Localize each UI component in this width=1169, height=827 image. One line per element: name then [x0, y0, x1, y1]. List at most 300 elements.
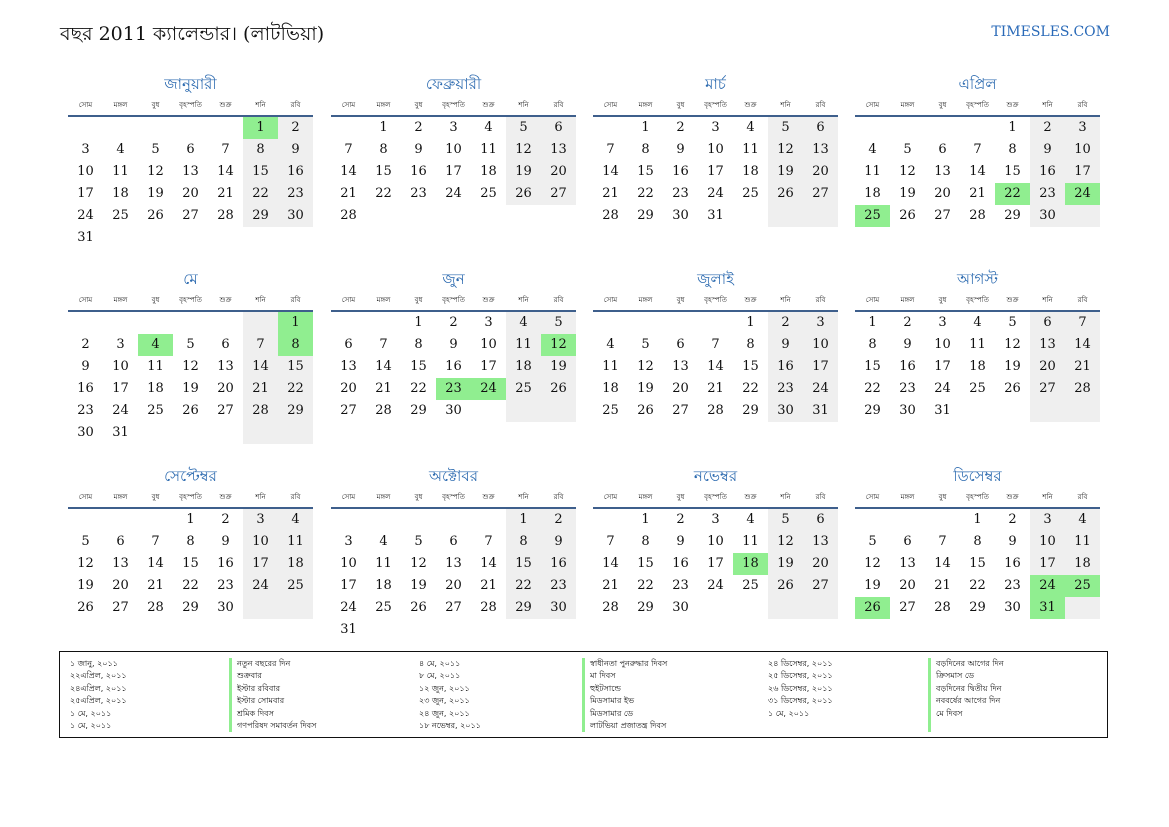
day-cell: 10 [77, 164, 94, 179]
empty-cell [890, 117, 925, 139]
day-cell: 8 [379, 142, 388, 157]
day-cell: 3 [1065, 117, 1100, 139]
day-cell: 27 [934, 208, 951, 223]
day-cell: 19 [899, 186, 916, 201]
day-cell: 4 [116, 142, 125, 157]
holiday-date: ৩১ ডিসেম্বর, ২০১১ [768, 696, 833, 706]
empty-cell [541, 400, 576, 422]
day-cell: 6 [449, 534, 458, 549]
day-cell: 7 [221, 142, 230, 157]
weekday-label: বুধ [938, 101, 947, 109]
empty-cell [506, 205, 541, 227]
day-cell: 1 [641, 120, 650, 135]
day-cell: 24 [803, 378, 838, 400]
week-row [68, 356, 313, 378]
day-cell: 1 [243, 117, 278, 139]
empty-cell [173, 312, 208, 334]
day-cell: 28 [147, 600, 164, 615]
day-cell: 26 [506, 183, 541, 205]
month-block [593, 73, 838, 227]
day-cell: 17 [112, 381, 129, 396]
weekday-label: শনি [780, 101, 791, 109]
weekday-label: শুক্র [219, 296, 232, 304]
day-cell: 19 [182, 381, 199, 396]
day-cell: 23 [77, 403, 94, 418]
holiday-name: বড়দিনের দ্বিতীয় দিন [936, 683, 1002, 693]
empty-cell [401, 205, 436, 227]
day-cell: 6 [676, 337, 685, 352]
empty-cell [436, 509, 471, 531]
day-cell: 12 [147, 164, 164, 179]
day-cell: 18 [112, 186, 129, 201]
day-cell: 31 [1030, 597, 1065, 619]
day-cell: 22 [995, 183, 1030, 205]
day-cell: 29 [182, 600, 199, 615]
day-cell: 25 [375, 600, 392, 615]
day-cell: 27 [899, 600, 916, 615]
day-cell: 20 [112, 578, 129, 593]
day-cell: 20 [1030, 356, 1065, 378]
week-row [593, 183, 838, 205]
weekday-label: শনি [255, 101, 266, 109]
holiday-date: ১২ জুন, ২০১১ [419, 683, 470, 693]
day-cell: 10 [1065, 139, 1100, 161]
week-row [68, 378, 313, 400]
weekday-label: রবি [290, 101, 301, 109]
day-cell: 28 [340, 208, 357, 223]
day-cell: 3 [938, 315, 947, 330]
day-cell: 20 [803, 161, 838, 183]
day-cell: 5 [186, 337, 195, 352]
empty-cell [1065, 597, 1100, 619]
day-cell: 28 [969, 208, 986, 223]
day-cell: 7 [938, 534, 947, 549]
holiday-name: লাটভিয়া প্রজাতন্ত্র দিবস [590, 720, 667, 730]
month-name: জুন [442, 270, 465, 288]
day-cell: 2 [221, 512, 230, 527]
holiday-name: মিডসামার ডে [590, 708, 634, 718]
day-cell: 4 [278, 509, 313, 531]
empty-cell [366, 619, 401, 641]
weekday-header [855, 290, 1100, 306]
weekday-header [331, 95, 576, 111]
day-cell: 16 [278, 161, 313, 183]
empty-cell [331, 509, 366, 531]
week-row [331, 312, 576, 334]
weekday-label: সোম [603, 493, 618, 501]
day-cell: 10 [112, 359, 129, 374]
day-cell: 29 [969, 600, 986, 615]
day-cell: 17 [707, 556, 724, 571]
day-cell: 24 [934, 381, 951, 396]
weekday-label: বৃহস্পতি [966, 296, 989, 304]
day-cell: 22 [243, 183, 278, 205]
week-row [331, 356, 576, 378]
day-cell: 28 [707, 403, 724, 418]
week-row [855, 183, 1100, 205]
weekday-label: বৃহস্পতি [966, 101, 989, 109]
day-cell: 11 [742, 534, 759, 549]
empty-cell [698, 312, 733, 334]
empty-cell [243, 597, 278, 619]
week-row [331, 161, 576, 183]
day-cell: 31 [340, 622, 357, 637]
day-cell: 1 [186, 512, 195, 527]
day-cell: 22 [182, 578, 199, 593]
month-block [593, 268, 838, 422]
empty-cell [1030, 400, 1065, 422]
day-cell: 30 [541, 597, 576, 619]
day-cell: 27 [1030, 378, 1065, 400]
month-block [68, 73, 313, 249]
page-title: বছর 2011 ক্যালেন্ডার। (লাটভিয়া) [60, 23, 325, 45]
day-cell: 10 [480, 337, 497, 352]
day-cell: 8 [278, 334, 313, 356]
weekday-label: রবি [815, 296, 826, 304]
day-cell: 1 [973, 512, 982, 527]
month-block [855, 465, 1100, 619]
day-cell: 20 [899, 578, 916, 593]
empty-cell [173, 422, 208, 444]
day-cell: 25 [602, 403, 619, 418]
day-cell: 18 [375, 578, 392, 593]
day-cell: 25 [1065, 575, 1100, 597]
empty-cell [733, 597, 768, 619]
weekday-label: শনি [780, 493, 791, 501]
day-cell: 13 [217, 359, 234, 374]
day-cell: 28 [934, 600, 951, 615]
weekday-label: বুধ [938, 296, 947, 304]
day-cell: 27 [340, 403, 357, 418]
day-cell: 14 [602, 164, 619, 179]
empty-cell [960, 400, 995, 422]
day-cell: 11 [506, 334, 541, 356]
day-cell: 5 [151, 142, 160, 157]
day-cell: 22 [742, 381, 759, 396]
day-cell: 18 [864, 186, 881, 201]
holiday-marker [928, 658, 931, 732]
holiday-names-col-2 [590, 658, 667, 732]
day-cell: 25 [855, 205, 890, 227]
empty-cell [366, 205, 401, 227]
day-cell: 30 [672, 600, 689, 615]
day-cell: 10 [243, 531, 278, 553]
day-cell: 3 [344, 534, 353, 549]
day-cell: 3 [116, 337, 125, 352]
holiday-name: হুইটসান্ডে [590, 683, 621, 693]
weekday-label: শুক্র [482, 101, 495, 109]
day-cell: 29 [864, 403, 881, 418]
day-cell: 1 [379, 120, 388, 135]
weekday-label: বুধ [414, 493, 423, 501]
weekday-label: সোম [341, 296, 356, 304]
week-row [593, 205, 838, 227]
day-cell: 2 [676, 512, 685, 527]
day-cell: 26 [77, 600, 94, 615]
weekday-label: রবি [1077, 101, 1088, 109]
weekday-label: বৃহস্পতি [179, 296, 202, 304]
month-block [593, 465, 838, 619]
holiday-date: ২৫এপ্রিল, ২০১১ [70, 696, 127, 706]
weekday-label: সোম [865, 493, 880, 501]
week-row [593, 378, 838, 400]
day-cell: 5 [1008, 315, 1017, 330]
day-cell: 20 [934, 186, 951, 201]
site-link[interactable]: TIMESLES.COM [991, 24, 1110, 40]
day-cell: 1 [746, 315, 755, 330]
day-cell: 2 [768, 312, 803, 334]
holiday-date: ১৮ নভেম্বর, ২০১১ [419, 720, 481, 730]
weekday-label: মঙ্গল [113, 493, 128, 501]
day-cell: 11 [480, 142, 497, 157]
month-name: ডিসেম্বর [953, 467, 1002, 485]
day-cell: 17 [445, 164, 462, 179]
day-cell: 6 [116, 534, 125, 549]
week-row [331, 509, 576, 531]
day-cell: 3 [81, 142, 90, 157]
day-cell: 30 [1004, 600, 1021, 615]
week-row [855, 553, 1100, 575]
day-cell: 4 [379, 534, 388, 549]
day-cell: 13 [672, 359, 689, 374]
day-cell: 2 [676, 120, 685, 135]
weekday-label: শুক্র [1006, 493, 1019, 501]
day-cell: 19 [768, 161, 803, 183]
day-cell: 29 [506, 597, 541, 619]
empty-cell [471, 619, 506, 641]
weekday-header [331, 487, 576, 503]
day-cell: 19 [1004, 359, 1021, 374]
day-cell: 11 [112, 164, 129, 179]
day-cell: 26 [410, 600, 427, 615]
week-row [593, 553, 838, 575]
holiday-marker [229, 658, 232, 732]
day-cell: 16 [899, 359, 916, 374]
day-cell: 19 [147, 186, 164, 201]
empty-cell [331, 117, 366, 139]
day-cell: 2 [1030, 117, 1065, 139]
holiday-date: ২৪ জুন, ২০১১ [419, 708, 470, 718]
day-cell: 6 [903, 534, 912, 549]
day-cell: 23 [278, 183, 313, 205]
day-cell: 5 [414, 534, 423, 549]
day-cell: 21 [217, 186, 234, 201]
day-cell: 29 [1004, 208, 1021, 223]
day-cell: 13 [541, 139, 576, 161]
day-cell: 23 [217, 578, 234, 593]
day-cell: 11 [602, 359, 619, 374]
week-row [855, 205, 1100, 227]
empty-cell [593, 509, 628, 531]
day-cell: 31 [934, 403, 951, 418]
day-cell: 9 [81, 359, 90, 374]
day-cell: 15 [243, 161, 278, 183]
holiday-name: মা দিবস [590, 671, 616, 681]
day-cell: 16 [672, 164, 689, 179]
holiday-date: ১ জানু, ২০১১ [70, 659, 118, 668]
empty-cell [960, 117, 995, 139]
empty-cell [278, 227, 313, 249]
day-cell: 16 [77, 381, 94, 396]
day-cell: 23 [1030, 183, 1065, 205]
weekday-label: শুক্র [1006, 296, 1019, 304]
day-cell: 12 [506, 139, 541, 161]
day-cell: 21 [602, 186, 619, 201]
day-cell: 7 [711, 337, 720, 352]
day-cell: 27 [182, 208, 199, 223]
day-cell: 27 [217, 403, 234, 418]
empty-cell [1065, 205, 1100, 227]
day-cell: 15 [1004, 164, 1021, 179]
month-name: ফেব্রুয়ারী [425, 75, 482, 93]
week-row [593, 117, 838, 139]
week-row [331, 378, 576, 400]
day-cell: 26 [1004, 381, 1021, 396]
empty-cell [138, 422, 173, 444]
day-cell: 7 [606, 142, 615, 157]
day-cell: 13 [803, 139, 838, 161]
day-cell: 10 [934, 337, 951, 352]
day-cell: 30 [77, 425, 94, 440]
day-cell: 23 [672, 186, 689, 201]
holiday-name: শুক্রবার [237, 671, 262, 681]
day-cell: 21 [602, 578, 619, 593]
day-cell: 16 [541, 553, 576, 575]
day-cell: 19 [864, 578, 881, 593]
week-row [855, 531, 1100, 553]
weekday-label: শুক্র [1006, 101, 1019, 109]
day-cell: 28 [602, 600, 619, 615]
day-cell: 13 [1030, 334, 1065, 356]
week-row [68, 597, 313, 619]
holiday-name: ইস্টার রবিবার [237, 683, 281, 693]
day-cell: 9 [221, 534, 230, 549]
weekday-label: শনি [1042, 296, 1053, 304]
day-cell: 3 [484, 315, 493, 330]
day-cell: 17 [1030, 553, 1065, 575]
weekday-header [593, 487, 838, 503]
day-cell: 10 [803, 334, 838, 356]
day-cell: 25 [742, 578, 759, 593]
day-cell: 8 [746, 337, 755, 352]
day-cell: 28 [602, 208, 619, 223]
month-name: মার্চ [705, 75, 726, 93]
empty-cell [103, 509, 138, 531]
day-cell: 12 [1004, 337, 1021, 352]
day-cell: 24 [243, 575, 278, 597]
weekday-label: শুক্র [744, 493, 757, 501]
empty-cell [208, 227, 243, 249]
holiday-name: মিডসামার ইভ [590, 696, 635, 706]
empty-cell [401, 619, 436, 641]
day-cell: 27 [803, 575, 838, 597]
week-row [855, 400, 1100, 422]
day-cell: 14 [969, 164, 986, 179]
empty-cell [68, 312, 103, 334]
holiday-date: ২৬ ডিসেম্বর, ২০১১ [768, 683, 833, 693]
week-row [855, 117, 1100, 139]
day-cell: 3 [803, 312, 838, 334]
empty-cell [663, 312, 698, 334]
day-cell: 4 [138, 334, 173, 356]
holiday-date: ২৫ ডিসেম্বর, ২০১১ [768, 671, 833, 681]
day-cell: 3 [449, 120, 458, 135]
day-cell: 29 [243, 205, 278, 227]
week-row [855, 139, 1100, 161]
day-cell: 21 [243, 378, 278, 400]
day-cell: 16 [1004, 556, 1021, 571]
day-cell: 16 [768, 356, 803, 378]
day-cell: 30 [899, 403, 916, 418]
empty-cell [698, 597, 733, 619]
holiday-name: স্বাধীনতা পুনরুদ্ধার দিবস [590, 659, 668, 668]
weekday-label: সোম [603, 101, 618, 109]
holiday-list [59, 651, 1108, 738]
day-cell: 10 [445, 142, 462, 157]
empty-cell [471, 205, 506, 227]
day-cell: 5 [506, 117, 541, 139]
week-row [331, 205, 576, 227]
empty-cell [103, 312, 138, 334]
day-cell: 4 [973, 315, 982, 330]
empty-cell [243, 227, 278, 249]
day-cell: 25 [506, 378, 541, 400]
day-cell: 21 [340, 186, 357, 201]
holiday-names-col-1 [237, 658, 316, 732]
day-cell: 30 [217, 600, 234, 615]
day-cell: 3 [711, 512, 720, 527]
day-cell: 7 [151, 534, 160, 549]
empty-cell [68, 509, 103, 531]
day-cell: 9 [676, 142, 685, 157]
empty-cell [138, 312, 173, 334]
day-cell: 27 [112, 600, 129, 615]
week-row [68, 205, 313, 227]
month-block [855, 73, 1100, 227]
day-cell: 10 [707, 142, 724, 157]
day-cell: 10 [340, 556, 357, 571]
week-row [331, 183, 576, 205]
day-cell: 23 [768, 378, 803, 400]
holiday-date: ১ মে, ২০১১ [70, 720, 112, 730]
day-cell: 9 [1030, 139, 1065, 161]
day-cell: 14 [147, 556, 164, 571]
day-cell: 15 [864, 359, 881, 374]
weekday-label: শুক্র [219, 101, 232, 109]
day-cell: 7 [973, 142, 982, 157]
empty-cell [925, 509, 960, 531]
day-cell: 21 [375, 381, 392, 396]
day-cell: 6 [221, 337, 230, 352]
day-cell: 8 [641, 534, 650, 549]
holiday-date: ৮ মে, ২০১১ [419, 671, 461, 681]
day-cell: 23 [899, 381, 916, 396]
weekday-label: বুধ [676, 296, 685, 304]
day-cell: 2 [278, 117, 313, 139]
week-row [68, 575, 313, 597]
weekday-label: বুধ [676, 493, 685, 501]
month-name: এপ্রিল [958, 75, 997, 93]
empty-cell [208, 117, 243, 139]
empty-cell [768, 597, 803, 619]
empty-cell [68, 117, 103, 139]
day-cell: 15 [506, 553, 541, 575]
day-cell: 30 [672, 208, 689, 223]
day-cell: 19 [541, 356, 576, 378]
day-cell: 22 [375, 186, 392, 201]
week-row [68, 312, 313, 334]
empty-cell [103, 117, 138, 139]
